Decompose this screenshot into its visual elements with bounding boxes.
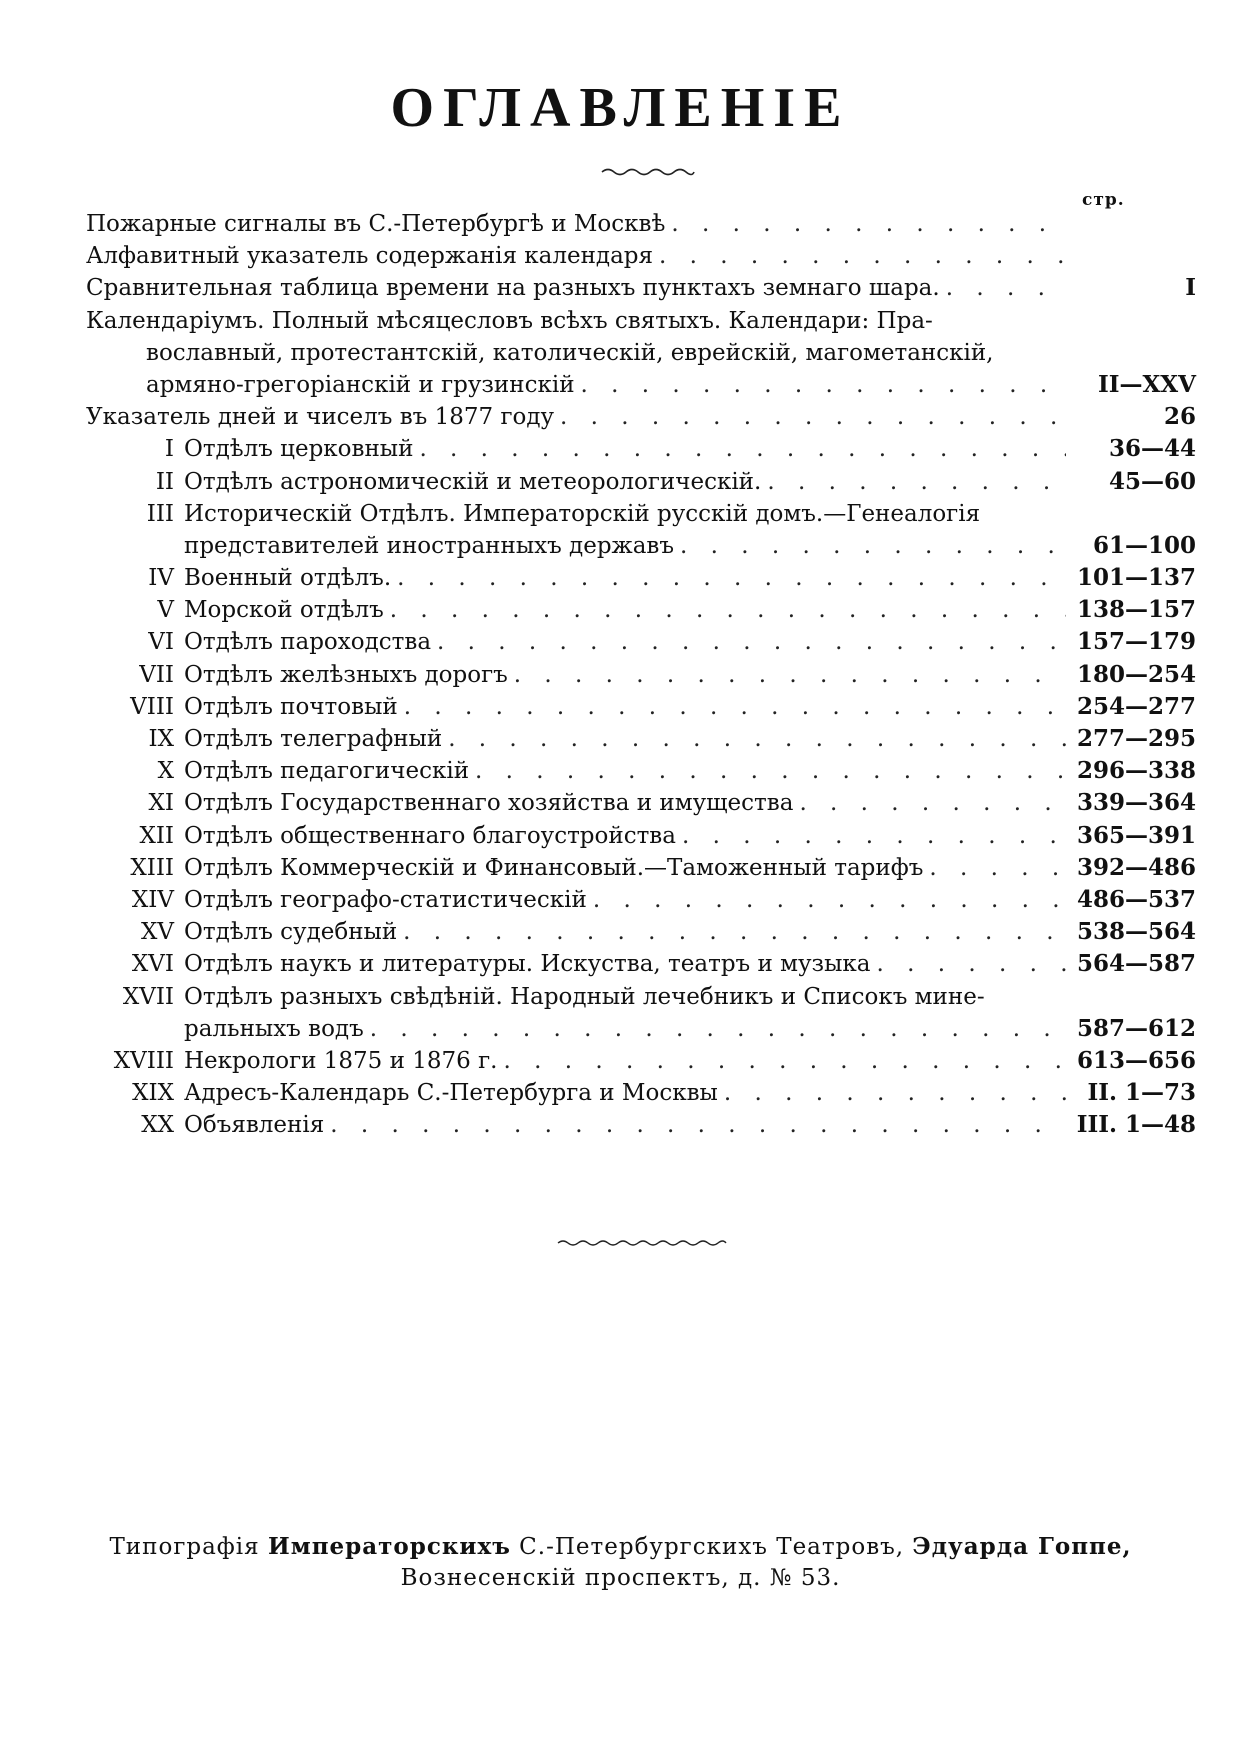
entry-title: Военный отдѣлъ. [184, 565, 392, 592]
toc-entry [86, 626, 1196, 658]
toc-entry [86, 723, 1196, 755]
entry-title: Отдѣлъ наукъ и литературы. Искуства, театръ и музыка [184, 951, 871, 978]
dot-leader [718, 1077, 1066, 1109]
entry-title: Указатель дней и чиселъ въ 1877 году [86, 404, 555, 431]
toc-entry [86, 852, 1196, 884]
section-number: X [157, 758, 174, 785]
entry-title: Адресъ-Календарь С.-Петербурга и Москвы [184, 1080, 718, 1107]
entry-title: вославный, протестантскій, католическій, еврейскій, магометанскій, [146, 339, 994, 366]
entry-title: Объявленія [184, 1112, 325, 1139]
page-range: 613—656 [1076, 1046, 1196, 1074]
toc-entry [86, 1045, 1196, 1077]
entry-title: Отдѣлъ пароходства [184, 629, 432, 656]
imprint-line-2: Вознесенскій проспектъ, д. № 53. [400, 1565, 841, 1591]
title-ornament [600, 166, 696, 178]
dot-leader [575, 369, 1066, 401]
section-number: V [157, 597, 174, 624]
dot-leader [793, 787, 1066, 819]
toc-entry-line [86, 305, 1196, 337]
page-range: 26 [1163, 403, 1196, 431]
section-number: XVII [122, 983, 174, 1010]
toc-entry [86, 1109, 1196, 1141]
toc-entry [86, 948, 1196, 980]
dot-leader [397, 916, 1066, 948]
toc-entry [86, 884, 1196, 916]
entry-title: Отдѣлъ желѣзныхъ дорогъ [184, 661, 508, 688]
toc-entry-line [86, 981, 1196, 1013]
page-range: II—XXV [1097, 370, 1196, 398]
dot-leader [391, 562, 1066, 594]
section-number: IX [148, 726, 174, 752]
toc-entry [86, 691, 1196, 723]
section-number: III [146, 500, 174, 527]
page-range: 61—100 [1092, 531, 1196, 559]
entry-title: Отдѣлъ разныхъ свѣдѣній. Народный лечебникъ и Списокъ мине- [184, 983, 985, 1010]
toc-entry [86, 272, 1196, 304]
entry-title: Отдѣлъ Государственнаго хозяйства и имущества [184, 790, 794, 817]
page-range: 392—486 [1076, 853, 1196, 881]
entry-title: Отдѣлъ общественнаго благоустройства [184, 822, 676, 849]
dot-leader [940, 272, 1066, 304]
section-number: II [155, 468, 174, 495]
entry-title: Отдѣлъ почтовый [184, 693, 398, 720]
entry-title: Отдѣлъ церковный [184, 436, 414, 463]
entry-title: Некрологи 1875 и 1876 г. [184, 1047, 498, 1074]
entry-title: Календаріумъ. Полный мѣсяцесловъ всѣхъ святыхъ. Календари: Пра- [86, 307, 933, 334]
entry-title: армяно-грегоріанскій и грузинскій [146, 371, 575, 398]
page-range: 157—179 [1076, 628, 1196, 656]
page-range: II. 1—73 [1087, 1079, 1196, 1107]
entry-title: ральныхъ водъ [184, 1015, 364, 1042]
toc-entry [86, 755, 1196, 787]
section-number: VI [148, 629, 174, 656]
page-column-label: стр. [1082, 190, 1125, 210]
dot-leader [761, 466, 1066, 498]
section-number: XIX [132, 1080, 174, 1107]
dot-leader [508, 659, 1066, 691]
entry-title: Историческій Отдѣлъ. Императорскій русскій домъ.—Генеалогія [184, 500, 981, 527]
toc-entry-line [86, 337, 1196, 369]
dot-leader [497, 1045, 1066, 1077]
dot-leader [398, 691, 1066, 723]
section-number: XV [141, 919, 174, 946]
dot-leader [587, 884, 1066, 916]
page-range: 101—137 [1076, 564, 1196, 592]
toc-entry [86, 530, 1196, 562]
dot-leader [384, 594, 1066, 626]
page-range: 36—44 [1108, 435, 1196, 463]
section-number: XX [141, 1112, 174, 1139]
entry-title: Пожарные сигналы въ С.-Петербургѣ и Москвѣ [86, 211, 666, 237]
toc-entry [86, 659, 1196, 691]
dot-leader [364, 1013, 1066, 1045]
section-number: I [164, 436, 174, 463]
entry-title: Отдѣлъ астрономическій и метеорологическій. [184, 468, 762, 495]
dot-leader [676, 820, 1066, 852]
page-range: 296—338 [1076, 757, 1196, 785]
toc-entry [86, 916, 1196, 948]
toc-entry [86, 240, 1196, 272]
imprint-part-c: С.-Петербургскихъ Театровъ, [510, 1534, 913, 1560]
page-range: 277—295 [1076, 725, 1196, 752]
toc-entry [86, 562, 1196, 594]
imprint-part-a: Типографія [109, 1534, 268, 1560]
entry-title: представителей иностранныхъ державъ [184, 532, 674, 559]
dot-leader [554, 401, 1066, 433]
page-range: 564—587 [1076, 950, 1196, 978]
dot-leader [469, 755, 1066, 787]
imprint-part-b: Императорскихъ [267, 1533, 511, 1560]
imprint-line-1 [0, 1531, 1241, 1563]
toc-entry-line [86, 498, 1196, 530]
entry-title: Отдѣлъ судебный [184, 919, 398, 946]
toc-entry [86, 1077, 1196, 1109]
toc-entry [86, 787, 1196, 819]
page-range: 254—277 [1076, 692, 1196, 720]
toc-entry [86, 208, 1196, 240]
page-range: III. 1—48 [1076, 1111, 1196, 1139]
dot-leader [413, 433, 1066, 465]
toc-entry [86, 369, 1196, 401]
entry-title: Сравнительная таблица времени на разныхъ пунктахъ земнаго шара. [86, 275, 940, 302]
printer-imprint [0, 1531, 1241, 1594]
toc-entry [86, 594, 1196, 626]
page-range: 587—612 [1076, 1014, 1196, 1042]
toc-entry [86, 1013, 1196, 1045]
toc-entry [86, 401, 1196, 433]
dot-leader [923, 852, 1066, 884]
dot-leader [442, 723, 1066, 755]
section-number: XII [139, 822, 174, 849]
page-range: 339—364 [1076, 789, 1196, 817]
entry-title: Алфавитный указатель содержанія календаря [86, 243, 654, 270]
toc-entry [86, 466, 1196, 498]
page-range: 365—391 [1076, 821, 1196, 849]
page-range: 486—537 [1076, 885, 1196, 913]
entry-title: Отдѣлъ педагогическій [184, 758, 470, 785]
toc-entry [86, 433, 1196, 465]
page-range: 138—157 [1076, 596, 1196, 624]
section-number: IV [148, 565, 174, 592]
dot-leader [674, 530, 1066, 562]
dot-leader [324, 1109, 1066, 1141]
toc-list [86, 208, 1196, 1141]
page-title: ОГЛАВЛЕНІЕ [390, 77, 851, 139]
page-range: 180—254 [1076, 660, 1196, 688]
dot-leader [653, 240, 1066, 272]
section-number: XVI [131, 951, 174, 978]
section-number: VIII [130, 693, 174, 720]
page-range: I [1185, 274, 1196, 302]
section-number: XIII [130, 854, 174, 881]
dot-leader [665, 208, 1066, 240]
imprint-part-d: Эдуарда Гоппе, [912, 1533, 1132, 1560]
page-range: 45—60 [1108, 467, 1196, 495]
page-range: 538—564 [1076, 918, 1196, 946]
section-number: XVIII [113, 1047, 174, 1074]
toc-entry [86, 820, 1196, 852]
end-ornament [556, 1237, 728, 1249]
section-number: XI [148, 790, 174, 817]
entry-title: Морской отдѣлъ [184, 597, 384, 624]
entry-title: Отдѣлъ телеграфный [184, 726, 443, 752]
entry-title: Отдѣлъ географо-статистическій [184, 886, 587, 913]
dot-leader [871, 948, 1067, 980]
section-number: XIV [131, 886, 174, 913]
entry-title: Отдѣлъ Коммерческій и Финансовый.—Таможенный тарифъ [184, 854, 924, 881]
section-number: VII [139, 661, 174, 688]
dot-leader [431, 626, 1066, 658]
